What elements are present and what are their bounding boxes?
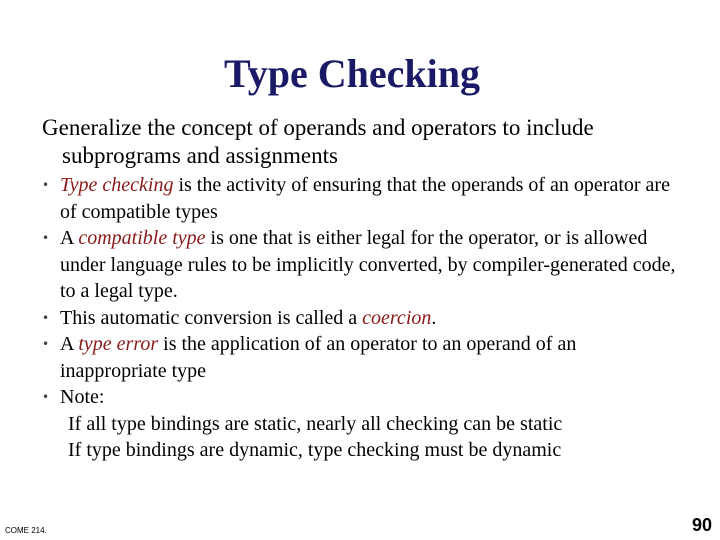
bullet-item: • A compatible type is one that is either legal for the operator, or is allowed under language rules to be implicitly converted, by compiler-generated code, to a legal type. [42,227,676,302]
bullet-list [42,172,682,464]
bullet-item: • A type error is the application of an operator to an operand of an inappropriate type [42,333,577,382]
note-label: Note: [60,386,105,408]
term-compatible-type: compatible type [78,227,206,249]
note-line: If type bindings are dynamic, type checking must be dynamic [68,439,562,461]
bullet-dot-icon: • [42,178,50,192]
bullet-dot-icon: • [42,231,50,245]
term-type-checking: Type checking [60,174,174,196]
slide-title: Type Checking [224,51,480,96]
bullet-item: • Type checking is the activity of ensuring that the operands of an operator are of compatible types [42,174,670,223]
bullet-item-note [42,384,682,464]
term-type-error: type error [78,333,159,355]
note-line: If all type bindings are static, nearly all checking can be static [68,412,563,435]
bullet-dot-icon: • [42,390,50,404]
page-number: 90 [691,515,712,535]
main-point: Generalize the concept of operands and operators to include subprograms and assignments [42,115,594,168]
footer-course: COME 214. [5,526,47,535]
bullet-dot-icon: • [42,337,50,351]
bullet-item: • This automatic conversion is called a coercion. [42,305,682,332]
bullet-dot-icon: • [42,310,50,325]
term-coercion: coercion [362,306,432,329]
